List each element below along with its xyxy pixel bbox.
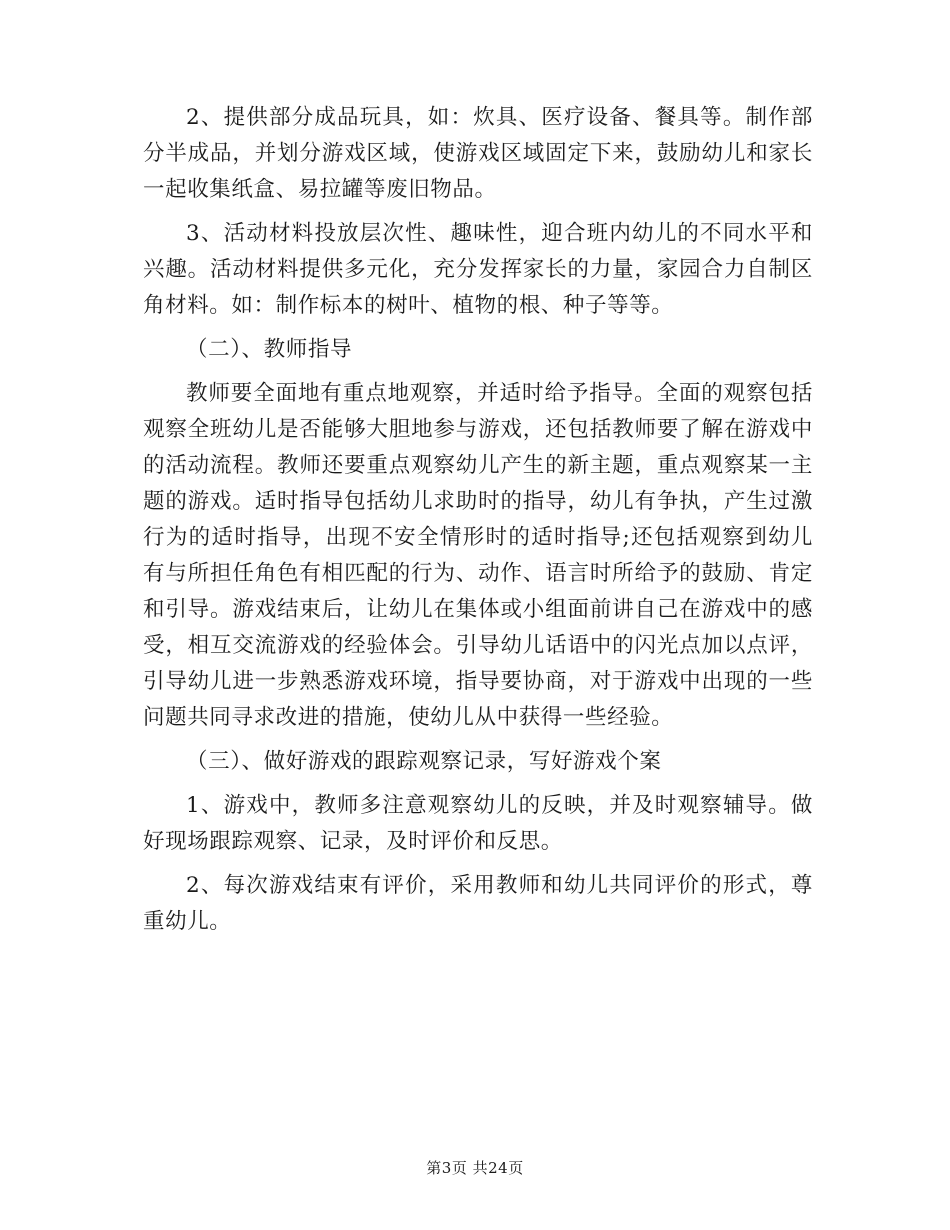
page-number-footer: 第3页 共24页 (426, 1159, 524, 1177)
section-heading-observation-records: （三）、做好游戏的跟踪观察记录，写好游戏个案 (186, 749, 662, 774)
paragraph-observe-reactions: 1、游戏中，教师多注意观察幼儿的反映，并及时观察辅导。做好现场跟踪观察、记录，及时评价和反思。 (143, 793, 813, 854)
paragraph-provide-toys: 2、提供部分成品玩具，如：炊具、医疗设备、餐具等。制作部分半成品，并划分游戏区域，使游戏区域固定下来，鼓励幼儿和家长一起收集纸盒、易拉罐等废旧物品。 (143, 105, 813, 202)
document-body (143, 100, 813, 940)
paragraph-evaluation: 2、每次游戏结束有评价，采用教师和幼儿共同评价的形式，尊重幼儿。 (143, 873, 813, 934)
section-heading-teacher-guidance: （二）、教师指导 (186, 337, 353, 362)
paragraph-teacher-guidance: 教师要全面地有重点地观察，并适时给予指导。全面的观察包括观察全班幼儿是否能够大胆地参与游戏，还包括教师要了解在游戏中的活动流程。教师还要重点观察幼儿产生的新主题，重点观察某一主题的游戏。适时指导包括幼儿求助时的指导，幼儿有争执，产生过激行为的适时指导，出现不安全情形时的适时指导;还包括观察到幼儿有与所担任角色有相匹配的行为、动作、语言时所给予的鼓励、肯定和引导。游戏结束后，让幼儿在集体或小组面前讲自己在游戏中的感受，相互交流游戏的经验体会。引导幼儿话语中的闪光点加以点评，引导幼儿进一步熟悉游戏环境，指导要协商，对于游戏中出现的一些问题共同寻求改进的措施，使幼儿从中获得一些经验。 (143, 381, 813, 730)
paragraph-materials: 3、活动材料投放层次性、趣味性，迎合班内幼儿的不同水平和兴趣。活动材料提供多元化，充分发挥家长的力量，家园合力自制区角材料。如：制作标本的树叶、植物的根、种子等等。 (143, 221, 813, 318)
